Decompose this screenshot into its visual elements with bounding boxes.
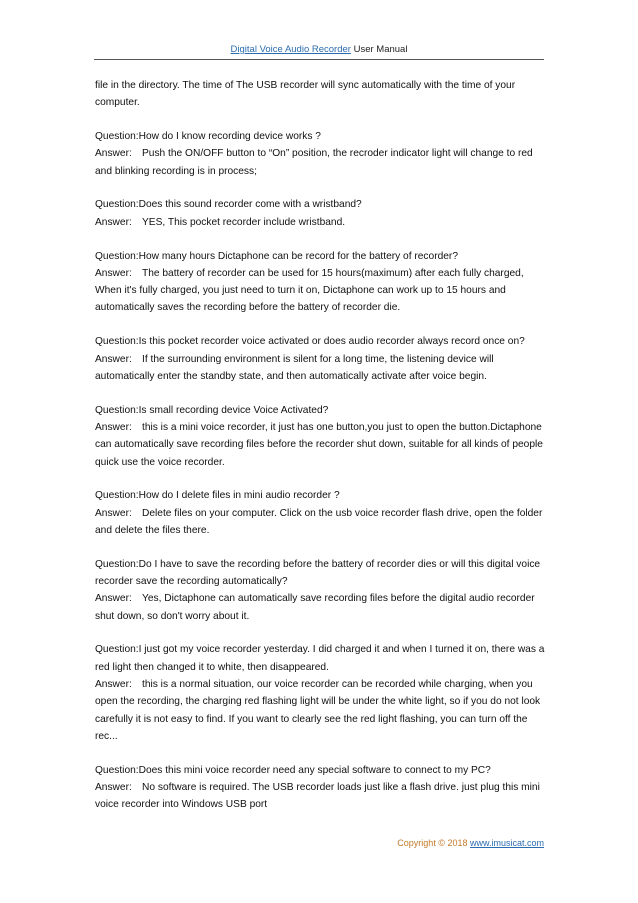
page-header xyxy=(94,44,544,55)
question-text: Question:How do I know recording device works ? xyxy=(95,131,321,143)
question-text: Question:I just got my voice recorder yesterday. I did charged it and when I turned it on, there was a red light then changed it to white, then disappeared. xyxy=(95,644,545,673)
qa-item xyxy=(95,333,545,385)
header-divider xyxy=(94,59,544,60)
answer-text: Delete files on your computer. Click on the usb voice recorder flash drive, open the folder and delete the files there. xyxy=(95,507,543,536)
qa-item xyxy=(95,128,545,180)
answer-label: Answer: xyxy=(95,216,132,228)
question-text: Question:Does this mini voice recorder need any special software to connect to my PC? xyxy=(95,764,491,776)
answer-label: Answer: xyxy=(95,507,132,519)
answer-text: this is a normal situation, our voice recorder can be recorded while charging, when you open the recording, the charging red flashing light will be under the white light, so if you do not look carefully it is not easy to find. If you want to clearly see the red light flashing, you can turn off the rec... xyxy=(95,679,541,742)
answer-line xyxy=(95,505,545,540)
question-text: Question:Do I have to save the recording before the battery of recorder dies or will this digital voice recorder save the recording automatically? xyxy=(95,558,541,588)
question-text: Question:Is small recording device Voice Activated? xyxy=(95,404,329,416)
qa-item xyxy=(95,402,545,471)
answer-line xyxy=(95,145,545,180)
answer-line xyxy=(95,265,545,317)
answer-label: Answer: xyxy=(95,421,132,433)
qa-item xyxy=(95,641,545,745)
header-title-suffix: User Manual xyxy=(350,44,408,55)
answer-line xyxy=(95,419,545,471)
answer-label: Answer: xyxy=(95,679,132,691)
header-title-link[interactable]: Digital Voice Audio Recorder xyxy=(230,44,351,55)
answer-text: The battery of recorder can be used for 15 hours(maximum) after each fully charged, When it's fully charged, you just need to turn it on, Dictaphone can work up to 15 hours and automatically saves the recording before the battery of recorder die. xyxy=(95,267,524,314)
answer-text: No software is required. The USB recorder loads just like a flash drive. just plug this mini voice recorder into Windows USB port xyxy=(95,782,540,811)
answer-line xyxy=(95,779,545,814)
question-text: Question:How many hours Dictaphone can be record for the battery of recorder? xyxy=(95,250,458,262)
qa-item xyxy=(95,196,545,231)
answer-text: this is a mini voice recorder, it just has one button,you just to open the button.Dictaphone can automatically save recording files before the recorder shut down, suitable for all kinds of people quick use the voice recorder. xyxy=(95,421,543,468)
answer-line xyxy=(95,676,545,745)
question-text: Question:Does this sound recorder come with a wristband? xyxy=(95,199,362,211)
answer-label: Answer: xyxy=(95,782,132,793)
answer-text: YES, This pocket recorder include wristband. xyxy=(142,216,346,228)
answer-line xyxy=(95,351,545,386)
copyright-text: Copyright © 2018 xyxy=(397,838,470,848)
footer-website-link[interactable]: www.imusicat.com xyxy=(469,838,544,848)
answer-label: Answer: xyxy=(95,267,132,279)
qa-item xyxy=(95,556,545,625)
intro-paragraph: file in the directory. The time of The USB recorder will sync automatically with the time of your computer. xyxy=(95,80,516,109)
answer-label: Answer: xyxy=(95,353,132,365)
answer-line xyxy=(95,590,545,625)
question-text: Question:Is this pocket recorder voice activated or does audio recorder always record once on? xyxy=(95,336,525,348)
qa-item xyxy=(95,762,545,814)
question-text: Question:How do I delete files in mini audio recorder ? xyxy=(95,490,340,502)
answer-text: If the surrounding environment is silent for a long time, the listening device will automatically enter the standby state, and then automatically activate after voice begin. xyxy=(95,353,494,382)
answer-label: Answer: xyxy=(95,593,132,605)
answer-label: Answer: xyxy=(95,148,132,160)
answer-text: Yes, Dictaphone can automatically save recording files before the digital audio recorder shut down, so don't worry about it. xyxy=(95,593,535,622)
answer-text: Push the ON/OFF button to “On” position, the recroder indicator light will change to red and blinking recording is in process; xyxy=(95,148,533,177)
qa-item xyxy=(95,487,545,539)
answer-line xyxy=(95,214,545,231)
qa-item xyxy=(95,248,545,317)
manual-content xyxy=(95,77,545,830)
page-footer xyxy=(94,838,544,848)
